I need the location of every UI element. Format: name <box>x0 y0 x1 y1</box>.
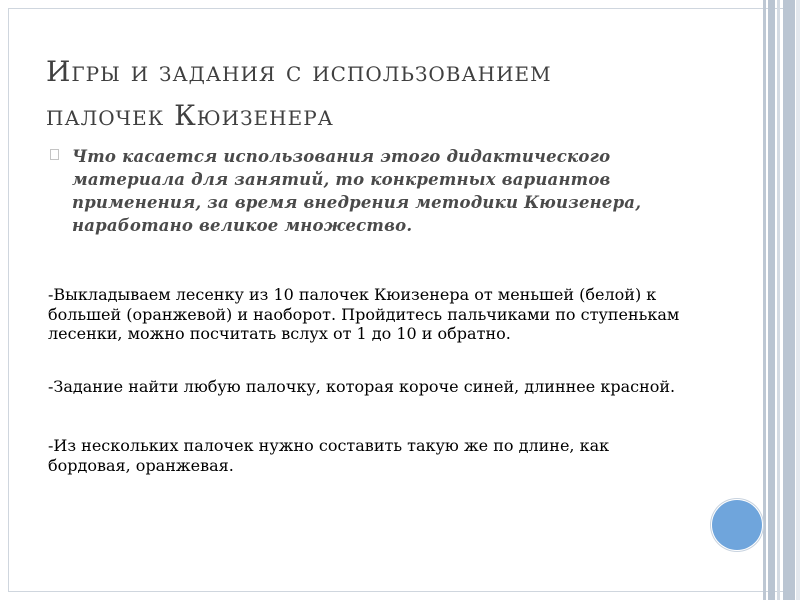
body-paragraph-find-stick: -Задание найти любую палочку, которая короче синей, длиннее красной. <box>48 377 676 396</box>
decorative-stripe <box>768 0 775 600</box>
decorative-circle <box>712 500 762 550</box>
empty-square-bullet-icon <box>50 149 59 163</box>
body-paragraph-compose-length: -Из нескольких палочек нужно составить такую же по длине, как бордовая, оранжевая. <box>48 436 610 475</box>
decorative-stripe <box>763 0 766 600</box>
slide-title-line-2: палочек Кюизенера <box>46 99 334 132</box>
bullet-text: Что касается использования этого дидактического материала для занятий, то конкретных вариантов применения, за время внедрения методики Кюизенера, наработано великое множество. <box>72 147 642 235</box>
slide-title <box>46 50 746 138</box>
slide-title-line-1: Игры и задания с использованием <box>46 55 552 88</box>
decorative-stripe <box>777 0 780 600</box>
body-paragraph-staircase: -Выкладываем лесенку из 10 палочек Кюизенера от меньшей (белой) к большей (оранжевой) и наоборот. Пройдитесь пальчиками по ступенькам лесенки, можно посчитать вслух от 1 до 10 и обратно. <box>48 285 680 343</box>
decorative-stripe <box>783 0 795 600</box>
decorative-stripe <box>796 0 800 600</box>
bullet-item <box>50 145 690 237</box>
